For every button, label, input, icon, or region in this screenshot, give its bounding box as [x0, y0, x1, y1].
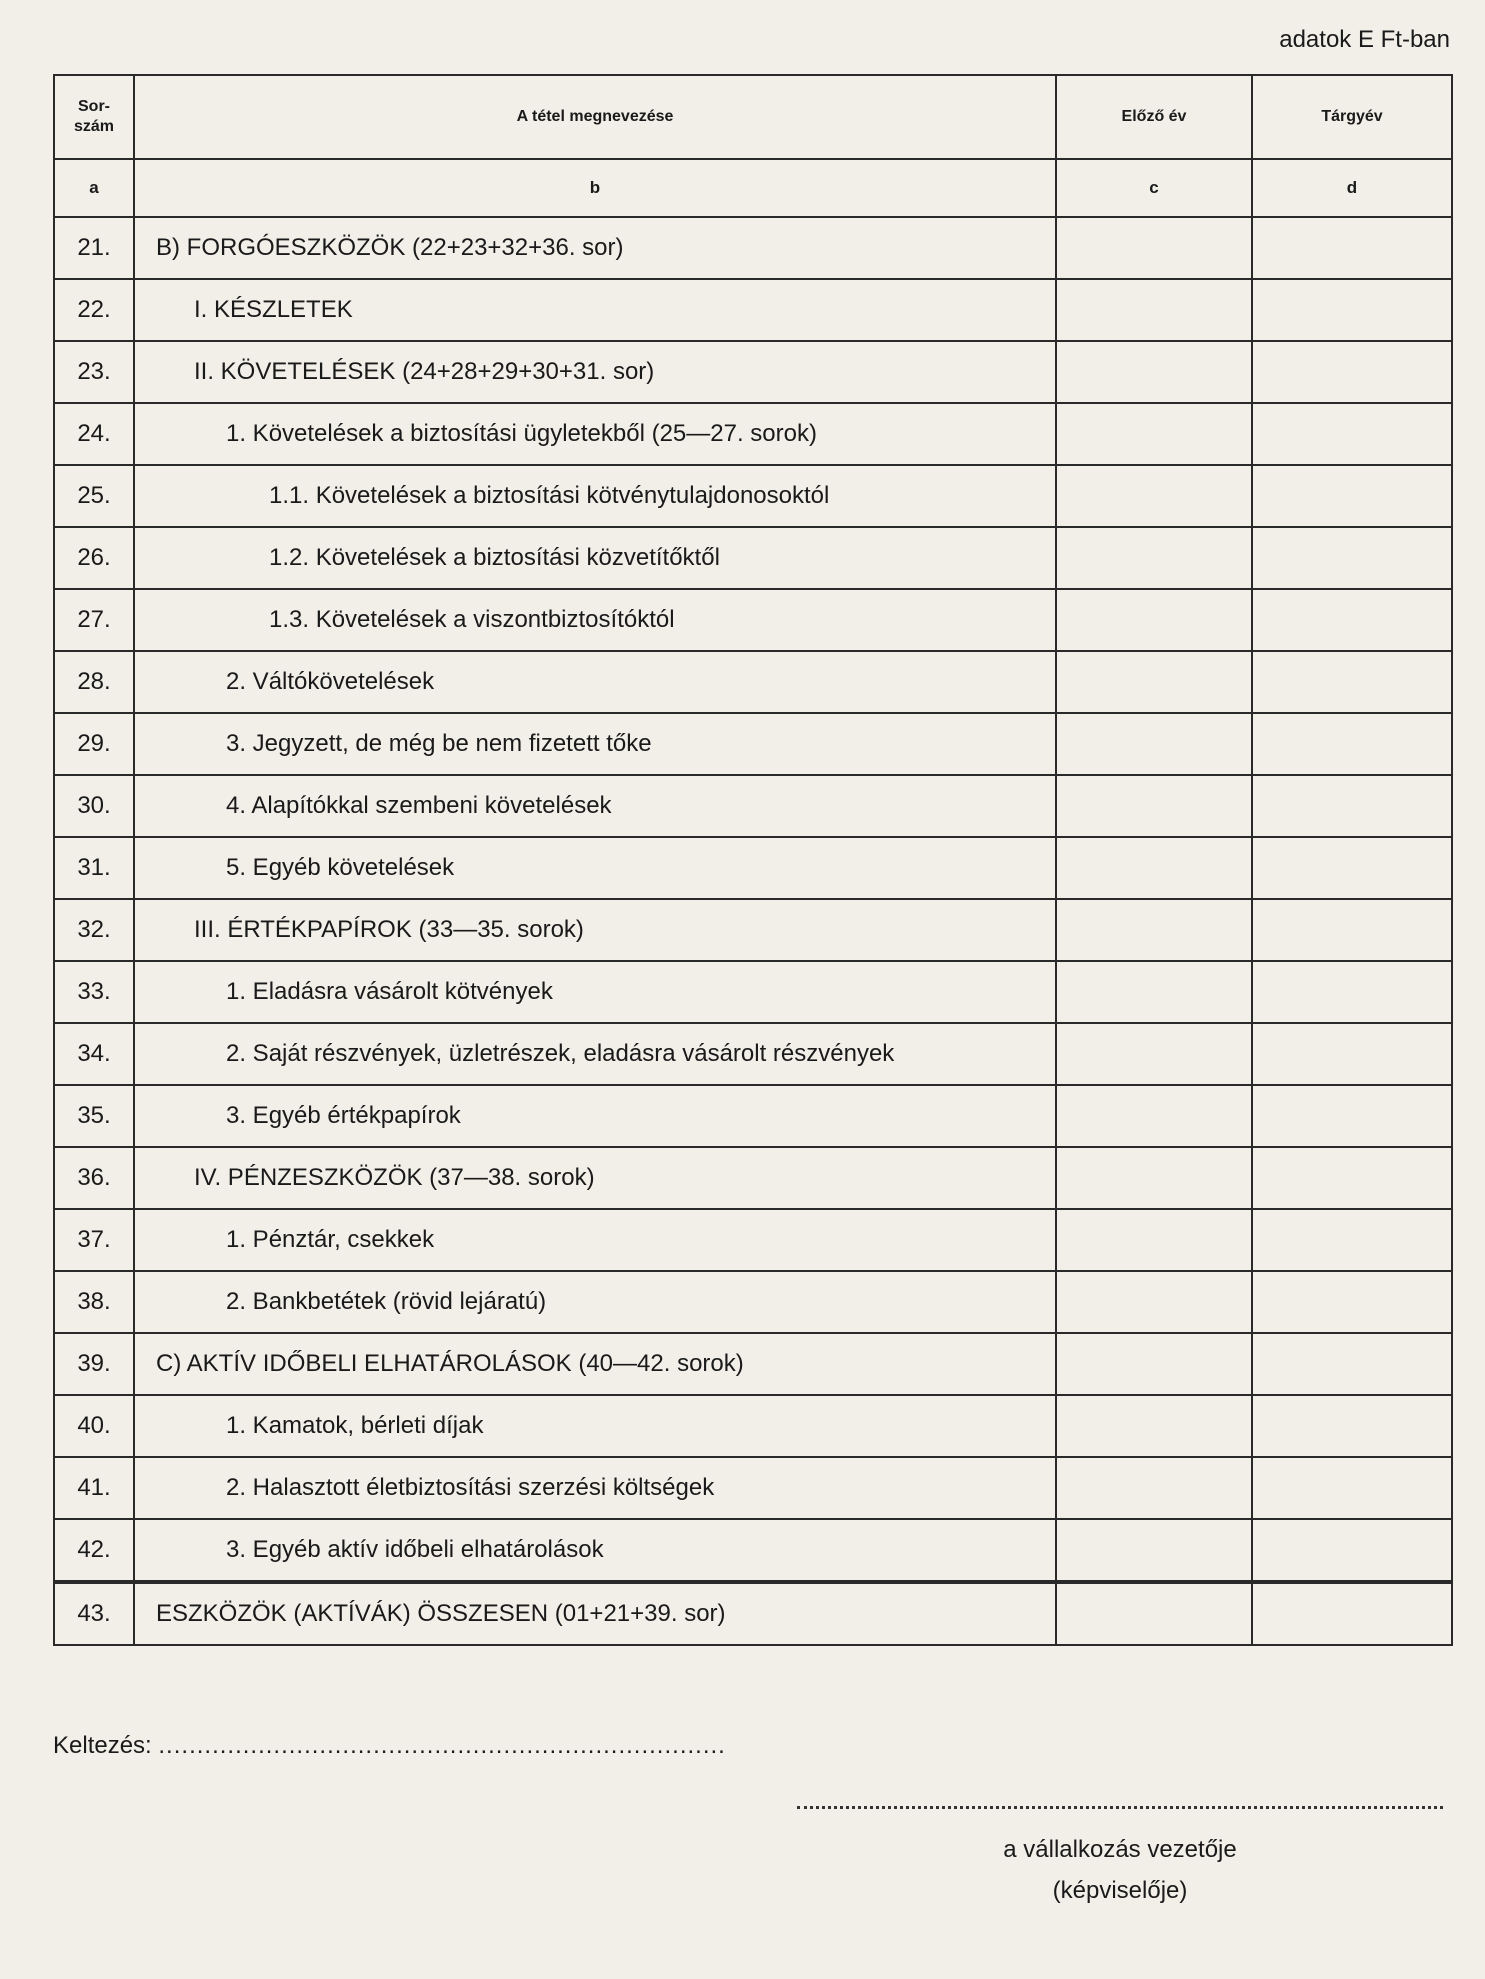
current-year-cell[interactable] — [1252, 837, 1452, 899]
current-year-cell[interactable] — [1252, 1519, 1452, 1582]
row-number: 30. — [54, 775, 134, 837]
row-label: 4. Alapítókkal szembeni követelések — [134, 775, 1056, 837]
row-number: 29. — [54, 713, 134, 775]
table-body — [54, 217, 1452, 1645]
column-letter-c: c — [1056, 159, 1252, 217]
current-year-cell[interactable] — [1252, 589, 1452, 651]
row-number: 41. — [54, 1457, 134, 1519]
previous-year-cell[interactable] — [1056, 1457, 1252, 1519]
column-letter-a: a — [54, 159, 134, 217]
row-number: 28. — [54, 651, 134, 713]
table-row — [54, 1271, 1452, 1333]
row-label: 1. Kamatok, bérleti díjak — [134, 1395, 1056, 1457]
row-label: IV. PÉNZESZKÖZÖK (37—38. sorok) — [134, 1147, 1056, 1209]
row-number: 22. — [54, 279, 134, 341]
row-label: B) FORGÓESZKÖZÖK (22+23+32+36. sor) — [134, 217, 1056, 279]
row-label: 2. Váltókövetelések — [134, 651, 1056, 713]
row-label: 1.3. Követelések a viszontbiztosítóktól — [134, 589, 1056, 651]
table-row — [54, 899, 1452, 961]
column-letter-b: b — [134, 159, 1056, 217]
row-number: 34. — [54, 1023, 134, 1085]
previous-year-cell[interactable] — [1056, 1519, 1252, 1582]
row-number: 27. — [54, 589, 134, 651]
previous-year-cell[interactable] — [1056, 403, 1252, 465]
row-number: 31. — [54, 837, 134, 899]
table-row — [54, 775, 1452, 837]
row-number: 23. — [54, 341, 134, 403]
row-label: 1. Pénztár, csekkek — [134, 1209, 1056, 1271]
previous-year-cell[interactable] — [1056, 1271, 1252, 1333]
current-year-cell[interactable] — [1252, 1457, 1452, 1519]
previous-year-cell[interactable] — [1056, 527, 1252, 589]
current-year-cell[interactable] — [1252, 713, 1452, 775]
current-year-cell[interactable] — [1252, 1209, 1452, 1271]
date-label: Keltezés: — [53, 1732, 152, 1759]
previous-year-cell[interactable] — [1056, 775, 1252, 837]
previous-year-cell[interactable] — [1056, 217, 1252, 279]
previous-year-cell[interactable] — [1056, 465, 1252, 527]
row-label: 1. Eladásra vásárolt kötvények — [134, 961, 1056, 1023]
signature-subtitle: (képviselője) — [1052, 1877, 1188, 1904]
row-label: ESZKÖZÖK (AKTÍVÁK) ÖSSZESEN (01+21+39. sor) — [134, 1582, 1056, 1645]
previous-year-cell[interactable] — [1056, 1085, 1252, 1147]
row-label: 5. Egyéb követelések — [134, 837, 1056, 899]
table-row — [54, 341, 1452, 403]
previous-year-cell[interactable] — [1056, 713, 1252, 775]
table-row — [54, 837, 1452, 899]
row-number: 38. — [54, 1271, 134, 1333]
current-year-cell[interactable] — [1252, 775, 1452, 837]
previous-year-cell[interactable] — [1056, 1023, 1252, 1085]
previous-year-cell[interactable] — [1056, 837, 1252, 899]
current-year-cell[interactable] — [1252, 1395, 1452, 1457]
table-row — [54, 1023, 1452, 1085]
current-year-cell[interactable] — [1252, 465, 1452, 527]
row-label: 2. Bankbetétek (rövid lejáratú) — [134, 1271, 1056, 1333]
table-row — [54, 403, 1452, 465]
row-number: 35. — [54, 1085, 134, 1147]
header-item-name: A tétel megnevezése — [134, 75, 1056, 159]
previous-year-cell[interactable] — [1056, 1333, 1252, 1395]
row-number: 42. — [54, 1519, 134, 1582]
header-row-number: Sor- szám — [54, 75, 134, 159]
table-row — [54, 279, 1452, 341]
balance-sheet-table — [53, 74, 1453, 1646]
previous-year-cell[interactable] — [1056, 1147, 1252, 1209]
date-field[interactable]: .......................................................................... — [158, 1732, 726, 1759]
current-year-cell[interactable] — [1252, 341, 1452, 403]
current-year-cell[interactable] — [1252, 1582, 1452, 1645]
signature-title: a vállalkozás vezetője — [1003, 1836, 1237, 1863]
table-row — [54, 1209, 1452, 1271]
row-number: 40. — [54, 1395, 134, 1457]
current-year-cell[interactable] — [1252, 1271, 1452, 1333]
current-year-cell[interactable] — [1252, 217, 1452, 279]
table-row — [54, 1457, 1452, 1519]
previous-year-cell[interactable] — [1056, 589, 1252, 651]
date-line — [53, 1732, 726, 1760]
previous-year-cell[interactable] — [1056, 1395, 1252, 1457]
table-row — [54, 1582, 1452, 1645]
current-year-cell[interactable] — [1252, 279, 1452, 341]
row-label: II. KÖVETELÉSEK (24+28+29+30+31. sor) — [134, 341, 1056, 403]
row-label: C) AKTÍV IDŐBELI ELHATÁROLÁSOK (40—42. sorok) — [134, 1333, 1056, 1395]
table-header-row — [54, 75, 1452, 159]
row-number: 26. — [54, 527, 134, 589]
row-number: 21. — [54, 217, 134, 279]
row-number: 37. — [54, 1209, 134, 1271]
unit-note: adatok E Ft-ban — [1279, 26, 1450, 53]
table-row — [54, 651, 1452, 713]
column-letter-d: d — [1252, 159, 1452, 217]
current-year-cell[interactable] — [1252, 403, 1452, 465]
current-year-cell[interactable] — [1252, 527, 1452, 589]
row-label: 2. Halasztott életbiztosítási szerzési költségek — [134, 1457, 1056, 1519]
row-number: 36. — [54, 1147, 134, 1209]
previous-year-cell[interactable] — [1056, 1582, 1252, 1645]
table-row — [54, 1395, 1452, 1457]
row-label: 2. Saját részvények, üzletrészek, eladásra vásárolt részvények — [134, 1023, 1056, 1085]
row-label: 1.1. Követelések a biztosítási kötvénytulajdonosoktól — [134, 465, 1056, 527]
table-row — [54, 1333, 1452, 1395]
row-label: 3. Egyéb értékpapírok — [134, 1085, 1056, 1147]
row-label: 1.2. Követelések a biztosítási közvetítőktől — [134, 527, 1056, 589]
row-label: 3. Jegyzett, de még be nem fizetett tőke — [134, 713, 1056, 775]
previous-year-cell[interactable] — [1056, 1209, 1252, 1271]
current-year-cell[interactable] — [1252, 1085, 1452, 1147]
row-label: 3. Egyéb aktív időbeli elhatárolások — [134, 1519, 1056, 1582]
row-number: 25. — [54, 465, 134, 527]
table-row — [54, 961, 1452, 1023]
previous-year-cell[interactable] — [1056, 961, 1252, 1023]
row-number: 43. — [54, 1582, 134, 1645]
row-number: 33. — [54, 961, 134, 1023]
header-previous-year: Előző év — [1056, 75, 1252, 159]
current-year-cell[interactable] — [1252, 1147, 1452, 1209]
signature-line[interactable] — [797, 1806, 1443, 1809]
row-number: 39. — [54, 1333, 134, 1395]
row-label: I. KÉSZLETEK — [134, 279, 1056, 341]
table-row — [54, 713, 1452, 775]
current-year-cell[interactable] — [1252, 899, 1452, 961]
row-label: 1. Követelések a biztosítási ügyletekből (25—27. sorok) — [134, 403, 1056, 465]
row-label: III. ÉRTÉKPAPÍROK (33—35. sorok) — [134, 899, 1056, 961]
previous-year-cell[interactable] — [1056, 279, 1252, 341]
current-year-cell[interactable] — [1252, 961, 1452, 1023]
table-row — [54, 1519, 1452, 1582]
column-letter-row — [54, 159, 1452, 217]
previous-year-cell[interactable] — [1056, 651, 1252, 713]
table-row — [54, 527, 1452, 589]
current-year-cell[interactable] — [1252, 1333, 1452, 1395]
row-number: 32. — [54, 899, 134, 961]
previous-year-cell[interactable] — [1056, 341, 1252, 403]
row-number: 24. — [54, 403, 134, 465]
table-row — [54, 589, 1452, 651]
previous-year-cell[interactable] — [1056, 899, 1252, 961]
current-year-cell[interactable] — [1252, 1023, 1452, 1085]
current-year-cell[interactable] — [1252, 651, 1452, 713]
header-current-year: Tárgyév — [1252, 75, 1452, 159]
table-row — [54, 1085, 1452, 1147]
table-row — [54, 217, 1452, 279]
table-row — [54, 1147, 1452, 1209]
table-row — [54, 465, 1452, 527]
